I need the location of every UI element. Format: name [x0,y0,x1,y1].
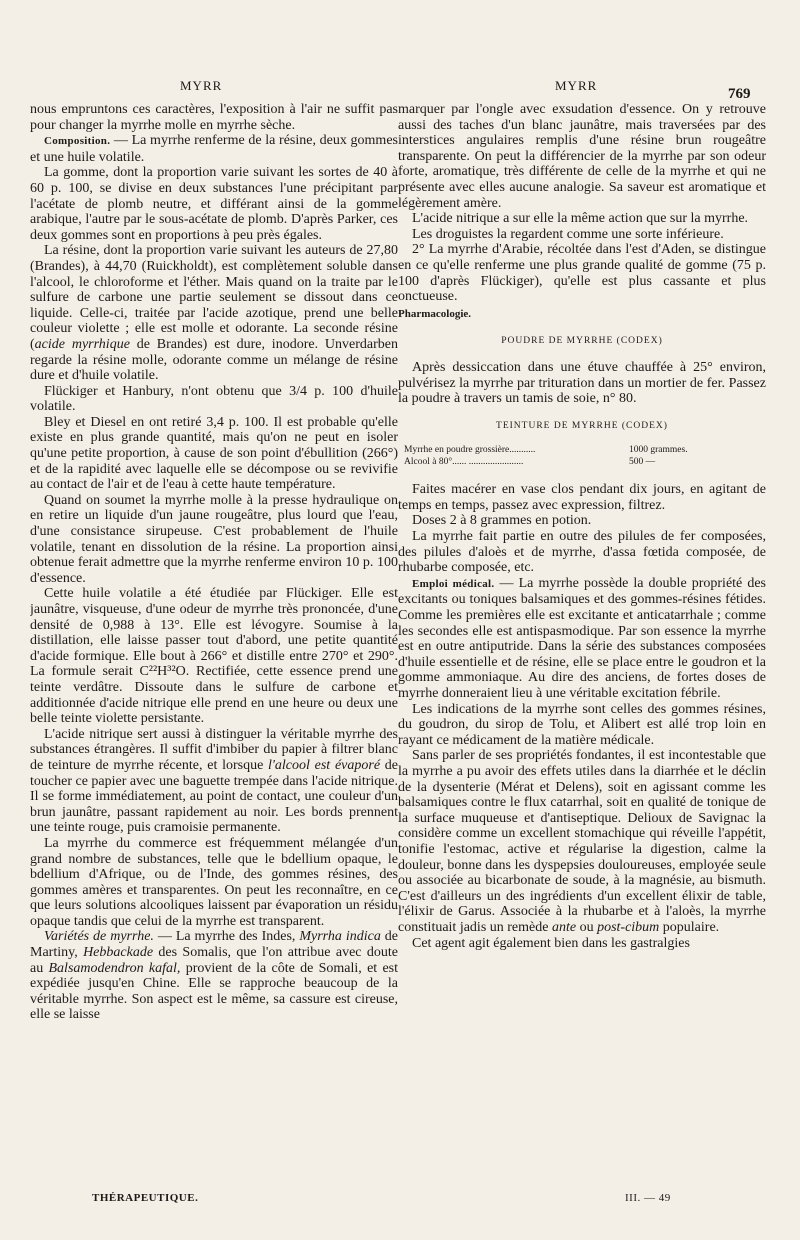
paragraph-composition [30,133,398,165]
italic-term: Hebbackade [83,945,154,961]
left-running-head: MYRR [180,78,223,93]
paragraph: L'acide nitrique a sur elle la même action que sur la myrrhe. [412,211,749,227]
paragraph-text: de Brandes) est dure, inodore. Unverdarben regarde la résine molle, odorante comme un mélange de résine dure et d'huile volatile. [30,336,398,384]
paragraph-text: de Martiny, [30,929,398,961]
paragraph: Après dessiccation dans une étuve chauffée à 25° environ, pulvérisez la myrrhe par trituration dans un mortier de fer. Passez la poudre à travers un tamis de soie, n° 80. [398,359,766,407]
paragraph: 2° La myrrhe d'Arabie, récoltée dans l'est d'Aden, se distingue en ce qu'elle renferme une plus grande qualité de gomme (75 p. 100 d'après Flückiger), qu'elle est plus cassante et plus onctueuse. [398,242,766,305]
paragraph-text: — La myrrhe des Indes, [153,929,300,945]
paragraph: Flückiger et Hanbury, n'ont obtenu que 3/4 p. 100 d'huile volatile. [30,383,398,415]
paragraph: Les indications de la myrrhe sont celles des gommes résines, du goudron, du sirop de Tolu, et Alibert est allé trop loin en rayant ce médicament de la matière médicale. [398,701,766,748]
left-column [30,102,398,1187]
paragraph-text: provient de la côte de Somali, et est expédiée jusqu'en Chine. Elle se rapproche beaucoup de la véritable myrrhe. Son aspect est le même, sa cassure est cireuse, elle se laisse [30,960,398,1023]
recipe-ingredient: Myrrhe en poudre grossière........... [404,445,536,456]
section-lead: Composition. [44,135,111,148]
paragraph: Doses 2 à 8 grammes en potion. [412,513,592,529]
italic-term: Myrrha indica [299,929,381,945]
paragraph-emploi-medical [398,576,766,702]
section-lead: Emploi médical. [412,577,495,590]
paragraph-text: ou [576,919,598,935]
recipe-row [404,456,766,468]
paragraph-text: de toucher ce papier avec une baguette trempée dans l'acide nitrique. Il se forme immédiatement, au point de contact, une couleur d'un brun jaunâtre, passant rapidement au noir. Les bords prennent une teinte rouge, puis cramoisie permanente. [30,757,398,836]
paragraph-text: L'acide nitrique sert aussi à distinguer la véritable myrrhe des substances étrangères. Il suffit d'imbiber du papier à filtrer blanc de teinture de myrrhe récente, et lorsque [30,726,398,773]
paragraph [30,727,398,836]
paragraph: nous empruntons ces caractères, l'exposition à l'air ne suffit pas pour changer la myrrhe molle en myrrhe sèche. [30,102,398,133]
footer-signature: THÉRAPEUTIQUE. [92,1192,199,1204]
paragraph: La gomme, dont la proportion varie suivant les sortes de 40 à 60 p. 100, se divise en deux substances l'une précipitant par l'acétate de plomb neutre, et différant ainsi de la gomme arabique, l'autre par le sous-acétate de plomb. D'après Parker, ces deux gommes sont en proportions à peu près égales. [30,165,398,243]
paragraph: Cet agent agit également bien dans les gastralgies [412,935,690,951]
recipe-table [404,444,766,468]
paragraph: La myrrhe fait partie en outre des pilules de fer composées, des pilules d'aloès et de myrrhe, d'assa fœtida composée, de rhubarbe composée, etc. [398,529,766,576]
page-number: 769 [728,86,751,102]
italic-term: l'alcool est évaporé [268,757,381,773]
paragraph: Les droguistes la regardent comme une sorte inférieure. [412,226,724,242]
section-heading-pharmacologie: Pharmacologie. [398,307,472,320]
paragraph: Bley et Diesel en ont retiré 3,4 p. 100. Il est probable qu'elle existe en plus grande quantité, mais qu'on ne peut en isoler qu'une petite proportion, à cause de son point d'ébullition (266°) et de la rapidité avec laquelle elle se décompose ou se revivifie au contact de l'air et de l'eau à cette haute température. [30,414,398,493]
italic-term: ante [551,919,577,935]
paragraph-varieties [30,929,398,1023]
paragraph: La myrrhe du commerce est fréquemment mélangée d'un grand nombre de substances, telle que le bdellium opaque, le bdellium d'Afrique, ou de l'Inde, des gommes résines, des gommes amères et transparentes. On peut les reconnaître, en ce que leurs solutions alcooliques laissent par évaporation un résidu opaque tandis que celui de la myrrhe est transparent. [30,835,398,929]
paragraph-text: La résine, dont la proportion varie suivant les auteurs de 27,80 (Brandes), à 44,70 (Ruickholdt), est complètement soluble dans l'alcool, le chloroforme et l'éther. Mais quand on la traite par le sulfure de carbone une partie seulement se dissout dans ce liquide. Celle-ci, traitée par l'acide azotique, prend une belle couleur violette ; elle est molle et odorante. La seconde résine ( [30,243,398,352]
recipe-quantity: 1000 grammes. [629,445,688,456]
paragraph: marquer par l'ongle avec exsudation d'essence. On y retrouve aussi des taches d'un blanc jaunâtre, mais traversées par des interstices angulaires remplis d'une résine brun rougeâtre transparente. On peut la différencier de la myrrhe par son odeur forte, aromatique, très différente de celle de la myrrhe et qui ne présente avec elles aucune analogie. Sa saveur est aromatique et légèrement amère. [398,102,766,211]
italic-term: post-cibum [597,919,660,935]
paragraph [30,243,398,383]
paragraph [398,748,766,935]
paragraph-text: populaire. [659,919,720,935]
paragraph: Faites macérer en vase clos pendant dix jours, en agitant de temps en temps, passez avec expression, filtrez. [398,482,766,513]
paragraph: Cette huile volatile a été étudiée par Flückiger. Elle est jaunâtre, visqueuse, d'une odeur de myrrhe très prononcée, d'une densité de 0,988 à 13°. Elle est lévogyre. Soumise à la distillation, elle laisse passer tout d'abord, une petite quantité d'acide formique. Elle bout à 266° et distille entre 270° et 290°. La formule serait C²²H³²O. Rectifiée, cette essence prend une teinte verdâtre. Dissoute dans le sulfure de carbone et additionnée d'acide nitrique elle prend en une heure ou deux une belle teinte violette persistante. [30,586,398,727]
italic-term: Balsamodendron kafal, [48,960,181,976]
right-running-head: MYRR [555,78,598,93]
paragraph-text: — La myrrhe renferme de la résine, deux gommes et une huile volatile. [30,133,398,165]
footer-volume: III. — 49 [625,1192,671,1204]
subheading-poudre: POUDRE DE MYRRHE (CODEX) [501,336,663,347]
right-column [398,102,766,1187]
recipe-row [404,444,766,456]
recipe-quantity: 500 — [629,457,656,468]
recipe-ingredient: Alcool à 80°...... ....................... [404,457,524,468]
subheading-teinture: TEINTURE DE MYRRHE (CODEX) [496,420,668,431]
paragraph: Quand on soumet la myrrhe molle à la presse hydraulique on en retire un liquide d'un jaune rougeâtre, plus lourd que l'eau, d'une consistance sirupeuse. C'est probablement de l'huile volatile, tenant en dissolution de la résine. La proportion ainsi obtenue ferait admettre que la myrrhe renferme environ 10 p. 100 d'essence. [30,492,398,586]
paragraph-text: Sans parler de ses propriétés fondantes, il est incontestable que la myrrhe a pu avoir des effets utiles dans la diarrhée et le déclin de la dysenterie (Mérat et Delens), soit en agissant comme les balsamiques contre le flux catarrhal, soit en qualité de tonique de la surface muqueuse et d'antiseptique. Delioux de Savignac la considère comme un excellent stomachique qui réveille l'appétit, tonifie l'estomac, active et régularise la digestion, calme la douleur, bonne dans les dyspepsies douloureuses, employée seule ou associée au bicarbonate de soude, à la magnésie, au bismuth. C'est d'ailleurs un des ingrédients d'un excellent élixir de table, l'élixir de Garus. Associée à la rhubarbe et à l'aloès, la myrrhe constituait jadis un remède [398,748,766,935]
paragraph-text: — La myrrhe possède la double propriété des excitants ou toniques balsamiques et des gommes-résines fétides. Comme les premières elle est excitante et anticatarrhale ; comme les secondes elle est antispasmodique. Par son essence la myrrhe est en outre antiputride. Dans la série des substances composées d'huile essentielle et de résine, elle se place entre le goudron et la gomme ammoniaque. Au dire des anciens, de fortes doses de myrrhe donneraient lieu à une véritable excitation fébrile. [398,575,766,701]
section-lead: Variétés de myrrhe. [44,929,154,945]
paragraph-text: des Somalis, que l'on attribue avec doute au [30,945,398,976]
italic-term: acide myrrhique [34,336,130,352]
